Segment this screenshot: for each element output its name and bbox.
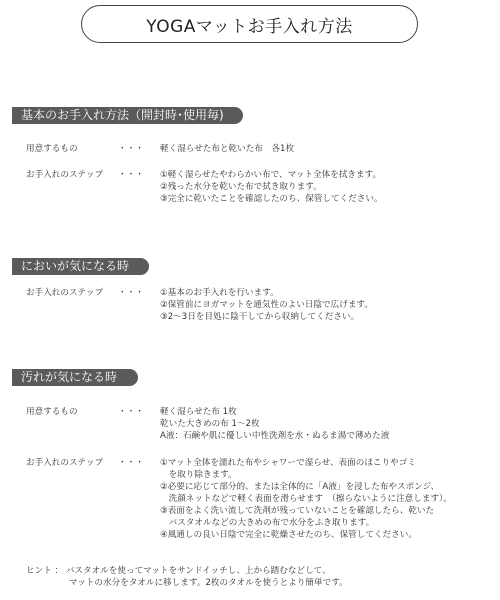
- content-line: ④風通しの良い日陰で完全に乾燥させたのち、保管してください。: [160, 530, 417, 540]
- content-line: ③表面をよく洗い流して洗剤が残っていないことを確認したら、乾いた: [160, 506, 435, 516]
- content-line: ①軽く湿らせたやわらかい布で、マット全体を拭きます。: [160, 170, 382, 180]
- content-line: 軽く湿らせた布と乾いた布 各1枚: [160, 144, 295, 154]
- row-label: お手入れのステップ: [26, 170, 104, 180]
- content-line: ②残った水分を乾いた布で拭き取ります。: [160, 182, 322, 192]
- content-line: ①基本のお手入れを行います。: [160, 288, 279, 298]
- row-content: [160, 287, 373, 323]
- content-line: A液：石鹸や肌に優しい中性洗剤を水・ぬるま湯で薄めた液: [160, 431, 390, 441]
- section-heading-dirt: 汚れが気になる時: [12, 369, 138, 386]
- content-line: ③完全に乾いたことを確認したのち、保管してください。: [160, 194, 383, 204]
- content-line: 乾いた大きめの布 1～2枚: [160, 419, 260, 429]
- row-content: [160, 406, 389, 442]
- row-dots: ・・・: [118, 144, 144, 154]
- content-line: 軽く湿らせた布 1枚: [160, 407, 237, 417]
- row-label: お手入れのステップ: [26, 458, 104, 468]
- row-label: お手入れのステップ: [26, 288, 104, 298]
- section-heading-odor: においが気になる時: [12, 258, 149, 275]
- content-line: ③2～3日を目処に陰干してから収納してください。: [160, 312, 360, 322]
- row-dots: ・・・: [118, 288, 144, 298]
- hint-line-2: マットの水分をタオルに移します。2枚のタオルを使うとより簡単です。: [26, 578, 348, 588]
- content-line: を取り除きます。: [160, 470, 237, 480]
- row-content: [160, 457, 452, 541]
- content-line: バスタオルなどの大きめの布で水分をふき取ります。: [160, 518, 375, 528]
- row-dots: ・・・: [118, 407, 144, 417]
- row-dots: ・・・: [118, 170, 144, 180]
- page-title: YOGAマットお手入れ方法: [81, 5, 418, 43]
- content-line: 洗顔ネットなどで軽く表面を滑らせます （擦らないように注意します）。: [160, 494, 452, 504]
- row-content: [160, 169, 383, 205]
- section-heading-basic: 基本のお手入れ方法（開封時･使用毎): [12, 107, 243, 124]
- row-label: 用意するもの: [26, 407, 78, 417]
- content-line: ①マット全体を濡れた布やシャワーで湿らせ、表面のほこりやゴミ: [160, 458, 416, 468]
- hint-line-1: ヒント ： バスタオルを使ってマットをサンドイッチし、上から踏むなどして、: [26, 566, 331, 576]
- row-content: [160, 143, 294, 155]
- row-dots: ・・・: [118, 458, 144, 468]
- row-label: 用意するもの: [26, 144, 78, 154]
- content-line: ②保管前にヨガマットを通気性のよい日陰で広げます。: [160, 300, 373, 310]
- content-line: ②必要に応じて部分的、または全体的に「A液」を浸した布やスポンジ、: [160, 482, 440, 492]
